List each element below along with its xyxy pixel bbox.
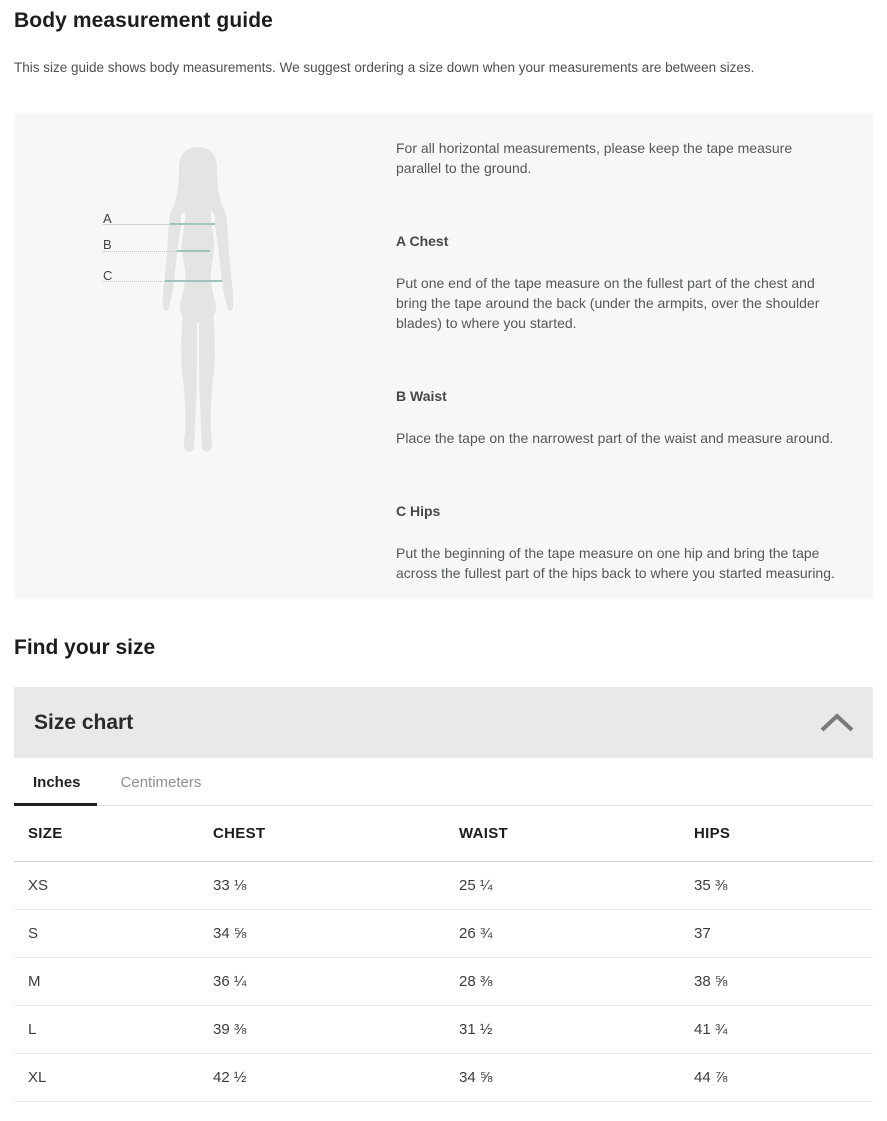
- cell-waist: 34 ⅝: [459, 1069, 493, 1086]
- measurement-instructions: [382, 113, 873, 599]
- unit-tabs: [14, 758, 873, 806]
- guide-section-chest: [396, 231, 836, 333]
- measurement-label-c: C: [103, 268, 113, 283]
- size-table-header-row: [14, 806, 873, 862]
- female-body-silhouette: [150, 146, 246, 456]
- cell-chest: 36 ¼: [213, 973, 247, 990]
- cell-hips: 38 ⅝: [694, 973, 728, 990]
- table-row-xs: [14, 862, 873, 910]
- cell-chest: 39 ⅜: [213, 1021, 247, 1038]
- guide-intro-text: For all horizontal measurements, please keep the tape measure parallel to the ground.: [396, 140, 793, 176]
- tab-inches[interactable]: Inches: [14, 758, 97, 806]
- size-chart-accordion-header[interactable]: [14, 687, 873, 758]
- page-title: Body measurement guide: [14, 9, 273, 32]
- measurement-line-b-leader: [103, 251, 177, 252]
- measurement-guide-panel: [14, 113, 873, 599]
- cell-size: L: [28, 1021, 37, 1038]
- measurement-line-c-hips: [165, 280, 222, 282]
- guide-section-hips: [396, 501, 836, 583]
- column-header-hips: HIPS: [694, 825, 731, 842]
- measurement-line-b-waist: [177, 250, 210, 252]
- cell-hips: 35 ⅜: [694, 877, 728, 894]
- tab-centimeters[interactable]: Centimeters: [120, 774, 202, 791]
- cell-chest: 42 ½: [213, 1069, 247, 1086]
- guide-section-hips-body: Put the beginning of the tape measure on one hip and bring the tape across the fullest part of the hips back to where you started measuring.: [396, 545, 835, 581]
- guide-section-waist: [396, 386, 836, 448]
- cell-waist: 26 ¾: [459, 925, 493, 942]
- size-table: [14, 806, 873, 1102]
- cell-chest: 33 ⅛: [213, 877, 247, 894]
- cell-size: XS: [28, 877, 49, 894]
- find-your-size-title: Find your size: [14, 636, 156, 659]
- page-subtitle: This size guide shows body measurements. We suggest ordering a size down when your measurements are between sizes.: [14, 60, 755, 75]
- size-chart-title: Size chart: [34, 710, 134, 734]
- cell-waist: 28 ⅜: [459, 973, 493, 990]
- cell-size: M: [28, 973, 41, 990]
- measurement-line-c-leader: [103, 281, 165, 282]
- measurement-line-a-leader: [103, 224, 170, 225]
- column-header-waist: WAIST: [459, 825, 508, 842]
- cell-hips: 41 ¾: [694, 1021, 728, 1038]
- cell-hips: 37: [694, 925, 711, 942]
- column-header-chest: CHEST: [213, 825, 266, 842]
- guide-section-waist-body: Place the tape on the narrowest part of the waist and measure around.: [396, 430, 834, 446]
- guide-section-hips-heading: C Hips: [396, 503, 441, 519]
- cell-chest: 34 ⅝: [213, 925, 247, 942]
- cell-size: XL: [28, 1069, 47, 1086]
- cell-hips: 44 ⅞: [694, 1069, 728, 1086]
- measurement-label-a: A: [103, 211, 112, 226]
- measurement-line-a-chest: [170, 223, 215, 225]
- table-row-s: [14, 910, 873, 958]
- measurement-diagram: [14, 113, 382, 599]
- table-row-m: [14, 958, 873, 1006]
- chevron-up-icon[interactable]: [819, 713, 855, 733]
- column-header-size: SIZE: [28, 825, 63, 842]
- measurement-label-b: B: [103, 237, 112, 252]
- guide-section-chest-body: Put one end of the tape measure on the fullest part of the chest and bring the tape around the back (under the armpits, over the shoulder blades) to where you started.: [396, 275, 820, 331]
- size-guide-page: [0, 9, 887, 1102]
- cell-waist: 25 ¼: [459, 877, 493, 894]
- cell-waist: 31 ½: [459, 1021, 493, 1038]
- guide-section-waist-heading: B Waist: [396, 388, 447, 404]
- table-row-l: [14, 1006, 873, 1054]
- guide-section-chest-heading: A Chest: [396, 233, 449, 249]
- cell-size: S: [28, 925, 39, 942]
- table-row-xl: [14, 1054, 873, 1102]
